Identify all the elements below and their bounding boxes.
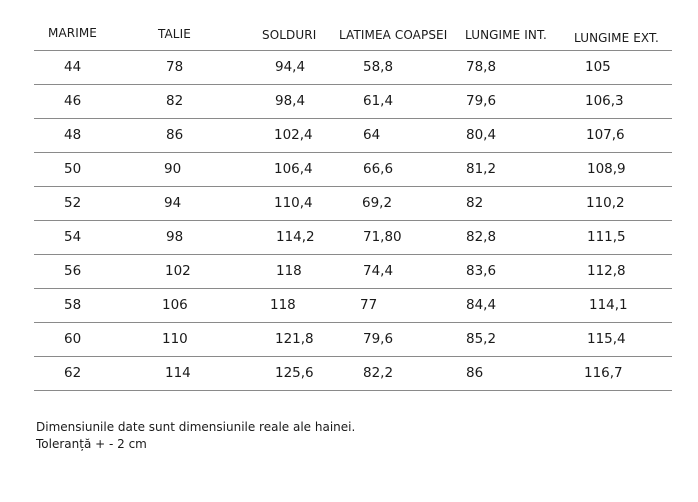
cell-talie: 98 bbox=[166, 229, 184, 245]
header-lungime-int: LUNGIME INT. bbox=[465, 28, 547, 42]
cell-lungime-int: 79,6 bbox=[466, 93, 497, 109]
cell-marime: 48 bbox=[64, 127, 82, 143]
table-row bbox=[34, 85, 672, 119]
cell-lungime-ext: 114,1 bbox=[589, 297, 628, 313]
cell-lungime-ext: 110,2 bbox=[586, 195, 625, 211]
header-marime: MARIME bbox=[48, 26, 97, 40]
header-talie: TALIE bbox=[158, 27, 191, 41]
cell-talie: 102 bbox=[165, 263, 191, 279]
cell-solduri: 114,2 bbox=[276, 229, 315, 245]
table-row bbox=[34, 255, 672, 289]
cell-marime: 56 bbox=[64, 263, 82, 279]
cell-solduri: 118 bbox=[270, 297, 296, 313]
cell-marime: 46 bbox=[64, 93, 82, 109]
cell-latimea-coapsei: 82,2 bbox=[363, 365, 394, 381]
cell-marime: 50 bbox=[64, 161, 82, 177]
cell-solduri: 106,4 bbox=[274, 161, 313, 177]
cell-solduri: 125,6 bbox=[275, 365, 314, 381]
cell-lungime-int: 86 bbox=[466, 365, 484, 381]
cell-talie: 90 bbox=[164, 161, 182, 177]
cell-lungime-ext: 115,4 bbox=[587, 331, 626, 347]
cell-marime: 62 bbox=[64, 365, 82, 381]
cell-lungime-int: 84,4 bbox=[466, 297, 497, 313]
header-solduri: SOLDURI bbox=[262, 28, 317, 42]
cell-lungime-int: 81,2 bbox=[466, 161, 497, 177]
cell-lungime-int: 85,2 bbox=[466, 331, 497, 347]
footer-notes bbox=[36, 419, 355, 453]
cell-latimea-coapsei: 66,6 bbox=[363, 161, 394, 177]
table-row bbox=[34, 323, 672, 357]
size-table bbox=[34, 0, 672, 391]
cell-latimea-coapsei: 74,4 bbox=[363, 263, 394, 279]
cell-lungime-int: 78,8 bbox=[466, 59, 497, 75]
cell-talie: 106 bbox=[162, 297, 188, 313]
table-row bbox=[34, 289, 672, 323]
cell-marime: 52 bbox=[64, 195, 82, 211]
cell-lungime-int: 82 bbox=[466, 195, 484, 211]
header-lungime-ext: LUNGIME EXT. bbox=[574, 31, 659, 45]
cell-lungime-ext: 108,9 bbox=[587, 161, 626, 177]
table-row bbox=[34, 153, 672, 187]
cell-solduri: 98,4 bbox=[275, 93, 306, 109]
cell-solduri: 102,4 bbox=[274, 127, 313, 143]
cell-latimea-coapsei: 58,8 bbox=[363, 59, 394, 75]
cell-solduri: 118 bbox=[276, 263, 302, 279]
cell-solduri: 121,8 bbox=[275, 331, 314, 347]
cell-solduri: 94,4 bbox=[275, 59, 306, 75]
cell-lungime-ext: 106,3 bbox=[585, 93, 624, 109]
cell-talie: 94 bbox=[164, 195, 182, 211]
cell-lungime-int: 83,6 bbox=[466, 263, 497, 279]
cell-lungime-ext: 111,5 bbox=[587, 229, 626, 245]
cell-talie: 82 bbox=[166, 93, 184, 109]
cell-latimea-coapsei: 64 bbox=[363, 127, 381, 143]
table-row bbox=[34, 187, 672, 221]
table-row bbox=[34, 119, 672, 153]
cell-lungime-ext: 116,7 bbox=[584, 365, 623, 381]
cell-lungime-ext: 105 bbox=[585, 59, 611, 75]
cell-talie: 78 bbox=[166, 59, 184, 75]
cell-marime: 60 bbox=[64, 331, 82, 347]
note-tolerance: Toleranță + - 2 cm bbox=[36, 437, 147, 451]
cell-latimea-coapsei: 61,4 bbox=[363, 93, 394, 109]
table-row bbox=[34, 357, 672, 391]
cell-solduri: 110,4 bbox=[274, 195, 313, 211]
cell-talie: 86 bbox=[166, 127, 184, 143]
cell-latimea-coapsei: 77 bbox=[360, 297, 378, 313]
cell-talie: 110 bbox=[162, 331, 188, 347]
cell-latimea-coapsei: 71,80 bbox=[363, 229, 402, 245]
cell-lungime-int: 80,4 bbox=[466, 127, 497, 143]
cell-talie: 114 bbox=[165, 365, 191, 381]
cell-marime: 44 bbox=[64, 59, 82, 75]
cell-lungime-ext: 112,8 bbox=[587, 263, 626, 279]
table-header bbox=[34, 0, 672, 51]
cell-latimea-coapsei: 69,2 bbox=[362, 195, 393, 211]
cell-latimea-coapsei: 79,6 bbox=[363, 331, 394, 347]
cell-marime: 58 bbox=[64, 297, 82, 313]
header-latimea-coapsei: LATIMEA COAPSEI bbox=[339, 28, 448, 42]
table-row bbox=[34, 51, 672, 85]
note-real-dimensions: Dimensiunile date sunt dimensiunile reale ale hainei. bbox=[36, 420, 356, 434]
cell-lungime-ext: 107,6 bbox=[586, 127, 625, 143]
cell-lungime-int: 82,8 bbox=[466, 229, 497, 245]
table-row bbox=[34, 221, 672, 255]
cell-marime: 54 bbox=[64, 229, 82, 245]
